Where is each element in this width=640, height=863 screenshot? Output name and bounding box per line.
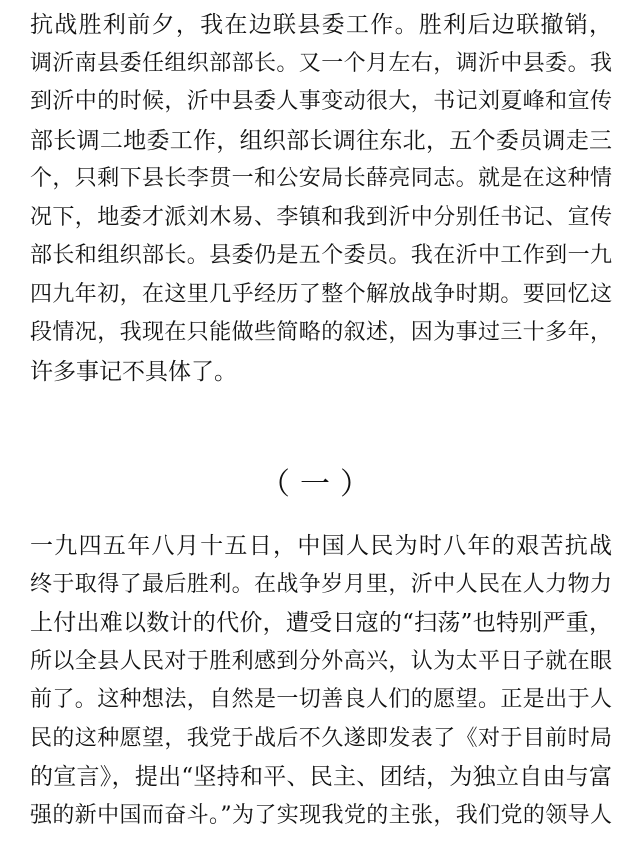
text-line: 前了。这种想法，自然是一切善良人们的愿望。正是出于人 (30, 687, 612, 712)
text-line: 抗战胜利前夕，我在边联县委工作。胜利后边联撤销， (30, 12, 612, 38)
paragraph-1 (30, 6, 612, 391)
text-line: 部长调二地委工作，组织部长调往东北，五个委员调走三 (30, 127, 612, 154)
text-line: 上付出难以数计的代价，遭受日寇的“扫荡”也特别严重， (30, 610, 612, 636)
section-heading: （一） (260, 467, 380, 502)
text-line: 的宣言》，提出“坚持和平、民主、团结，为独立自由与富 (30, 764, 612, 790)
text-line: 许多事记不具体了。 (30, 358, 237, 385)
paragraph-2 (30, 527, 612, 835)
text-line: 民的这种愿望，我党于战后不久遂即发表了《对于目前时局 (30, 725, 612, 751)
text-line: 强的新中国而奋斗。”为了实现我党的主张，我们党的领导人 (30, 802, 612, 828)
text-line: 一九四五年八月十五日，中国人民为时八年的艰苦抗战 (30, 533, 612, 559)
text-line: 四九年初，在这里几乎经历了整个解放战争时期。要回忆这 (30, 281, 612, 307)
text-line: 段情况，我现在只能做些简略的叙述，因为事过三十多年， (30, 320, 612, 345)
text-line: 个，只剩下县长李贯一和公安局长薛亮同志。就是在这种情 (30, 166, 612, 191)
text-line: 况下，地委才派刘木易、李镇和我到沂中分别任书记、宣传 (30, 204, 612, 230)
text-line: 部长和组织部长。县委仍是五个委员。我在沂中工作到一九 (30, 243, 612, 268)
text-line: 到沂中的时候，沂中县委人事变动很大，书记刘夏峰和宣传 (30, 89, 612, 114)
text-line: 终于取得了最后胜利。在战争岁月里，沂中人民在人力物力 (30, 571, 612, 597)
text-line: 所以全县人民对于胜利感到分外高兴，认为太平日子就在眼 (30, 648, 612, 674)
text-line: 调沂南县委任组织部部长。又一个月左右，调沂中县委。我 (30, 50, 612, 76)
